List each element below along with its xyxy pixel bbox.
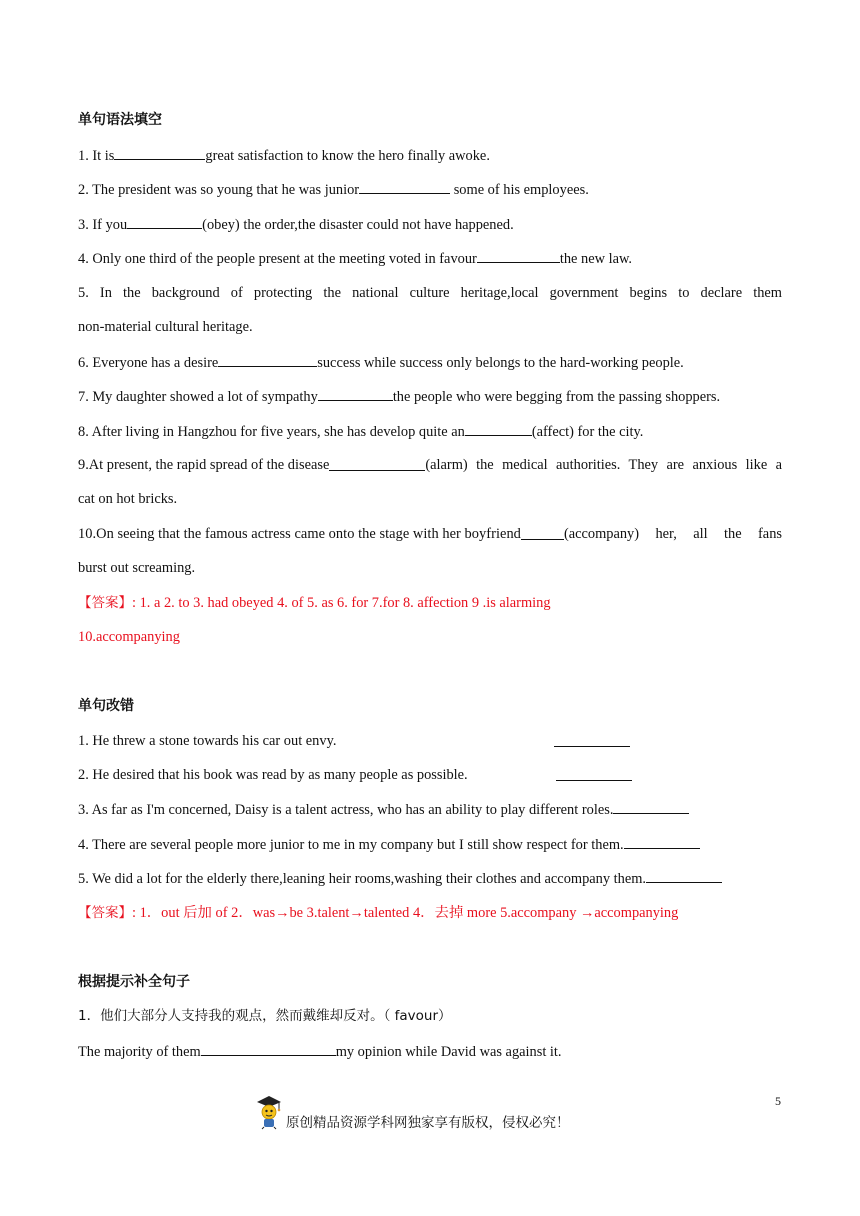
correction-item-4: 4. There are several people more junior to me in my company but I still show respect for them. [78, 835, 700, 854]
grammar-item-8: 8. After living in Hangzhou for five years, she has develop quite an (affect) for the city. [78, 424, 644, 440]
correction-blank-1[interactable] [554, 733, 630, 747]
grammar-item-10: 10.On seeing that the famous actress came onto the stage with her boyfriend (accompany) her, all the fans [78, 526, 782, 542]
answer-blank[interactable] [114, 146, 205, 160]
copyright-text: 原创精品资源学科网独家享有版权，侵权必究！ [286, 1114, 570, 1131]
section-heading-grammar-fill: 单句语法填空 [78, 112, 162, 128]
answer-blank[interactable] [477, 249, 560, 263]
answer-blank[interactable] [465, 422, 532, 436]
answer-blank[interactable] [127, 215, 202, 229]
section-heading-error-correction: 单句改错 [78, 698, 134, 714]
answer-blank[interactable] [521, 526, 564, 540]
answer-label: 【答案】 [78, 595, 132, 611]
correction-item-3: 3. As far as I'm concerned, Daisy is a talent actress, who has an ability to play different roles. [78, 800, 689, 819]
grammar-item-7: 7. My daughter showed a lot of sympathy the people who were begging from the passing shoppers. [78, 389, 721, 405]
grammar-item-6: 6. Everyone has a desire success while success only belongs to the hard-working people. [78, 355, 684, 371]
answer-blank[interactable] [329, 457, 425, 471]
correction-blank-5[interactable] [646, 869, 722, 883]
grammar-answer-key-cont: 10.accompanying [78, 629, 180, 645]
grammar-item-9-cont: cat on hot bricks. [78, 491, 178, 507]
correction-item-2: 2. He desired that his book was read by as many people as possible. [78, 767, 468, 783]
grammar-item-10-cont: burst out screaming. [78, 560, 196, 576]
grammar-item-5: 5. In the background of protecting the national culture heritage,local government begins to declare them [78, 285, 782, 301]
complete-item-1-prompt: 1．他们大部分人支持我的观点，然而戴维却反对。（ favour） [78, 1008, 452, 1024]
answer-blank[interactable] [318, 387, 393, 401]
correction-item-5: 5. We did a lot for the elderly there,leaning heir rooms,washing their clothes and accompany them. [78, 869, 722, 888]
correction-item-1: 1. He threw a stone towards his car out envy. [78, 733, 337, 749]
correction-answer-key: 【答案】: 1．out 后加 of 2．was→be 3.talent→talented 4．去掉 more 5.accompany →accompanying [78, 905, 679, 921]
grammar-item-4: 4. Only one third of the people present at the meeting voted in favour the new law. [78, 251, 633, 267]
footer-copyright [254, 1094, 570, 1135]
grammar-item-9: 9.At present, the rapid spread of the disease (alarm) the medical authorities. They are anxious like a [78, 457, 782, 473]
correction-blank-4[interactable] [624, 835, 700, 849]
graduate-mascot-icon [254, 1094, 284, 1135]
answer-label: 【答案】 [78, 905, 132, 921]
answer-blank[interactable] [218, 353, 317, 367]
answer-blank[interactable] [201, 1042, 336, 1056]
correction-blank-2[interactable] [556, 767, 632, 781]
page-number: 5 [775, 1094, 781, 1108]
section-heading-complete-sentences: 根据提示补全句子 [78, 974, 190, 990]
grammar-item-5-cont: non-material cultural heritage. [78, 319, 253, 335]
complete-item-1: The majority of them my opinion while David was against it. [78, 1044, 562, 1060]
grammar-item-3: 3. If you (obey) the order,the disaster could not have happened. [78, 217, 514, 233]
grammar-item-1: 1. It is great satisfaction to know the hero finally awoke. [78, 148, 490, 164]
grammar-answer-key: 【答案】: 1. a 2. to 3. had obeyed 4. of 5. as 6. for 7.for 8. affection 9 .is alarming [78, 595, 551, 611]
correction-blank-3[interactable] [613, 800, 689, 814]
answer-blank[interactable] [359, 180, 450, 194]
grammar-item-2: 2. The president was so young that he was junior some of his employees. [78, 182, 589, 198]
